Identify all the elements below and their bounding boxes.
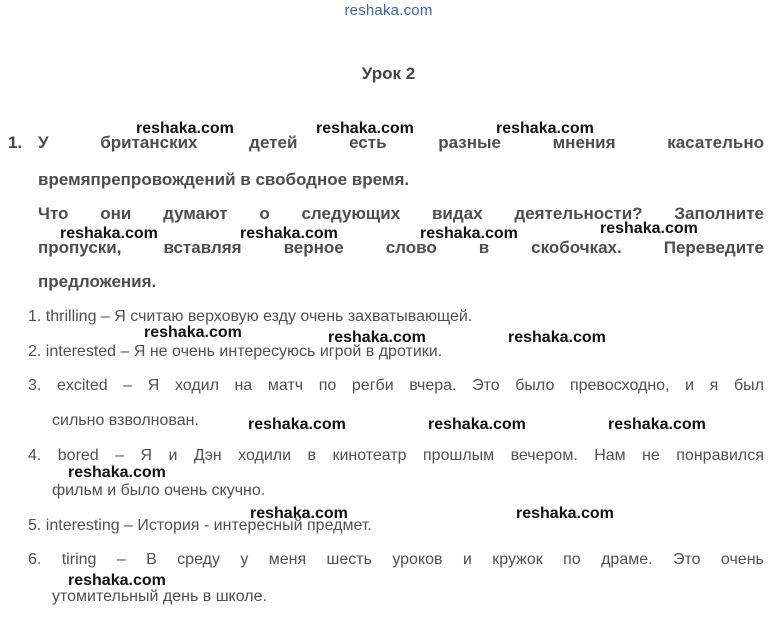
watermark: reshaka.com — [250, 505, 348, 522]
word: – — [123, 377, 133, 394]
word: и — [168, 447, 178, 464]
word: слово — [385, 238, 437, 257]
answer-4-line-1 — [28, 447, 764, 465]
word: В — [146, 551, 157, 568]
word: о — [259, 204, 270, 223]
answer-2: 2. interested – Я не очень интересуюсь игрой в дротики. — [28, 343, 443, 360]
word: – — [116, 551, 126, 568]
word: Это — [472, 377, 500, 394]
word: очень — [720, 551, 764, 568]
word: по — [563, 551, 581, 568]
watermark: reshaka.com — [496, 120, 594, 137]
watermark: reshaka.com — [136, 120, 234, 137]
word: и — [685, 377, 695, 394]
word: прошлым — [423, 447, 495, 464]
watermark: reshaka.com — [68, 464, 166, 481]
word: думают — [163, 204, 228, 223]
watermark: reshaka.com — [516, 505, 614, 522]
word: Это — [672, 551, 701, 568]
word: по — [318, 377, 337, 394]
word: понравился — [676, 447, 764, 464]
word: драме. — [601, 551, 653, 568]
answer-3-line-2: сильно взволнован. — [52, 412, 199, 429]
word: среду — [177, 551, 220, 568]
word: разные — [438, 133, 501, 152]
watermark: reshaka.com — [508, 329, 606, 346]
word: Я — [147, 377, 160, 394]
word: меня — [268, 551, 307, 568]
answer-3-line-1 — [28, 377, 764, 395]
watermark: reshaka.com — [600, 220, 698, 237]
word: был — [733, 377, 764, 394]
word: не — [642, 447, 660, 464]
watermark: reshaka.com — [608, 416, 706, 433]
word: вчера. — [409, 377, 457, 394]
word: Переведите — [663, 238, 764, 257]
word: пропуски, — [38, 238, 122, 257]
word: скобочках. — [531, 238, 622, 257]
word: 6. — [28, 551, 42, 568]
word: Заполните — [674, 204, 764, 223]
word: детей — [249, 133, 298, 152]
watermark: reshaka.com — [428, 416, 526, 433]
word: верное — [283, 238, 344, 257]
word: они — [100, 204, 132, 223]
word: Что — [38, 204, 69, 223]
task-line-2: времяпрепровождений в свободное время. — [38, 170, 410, 189]
watermark: reshaka.com — [240, 225, 338, 242]
word: Дэн — [193, 447, 222, 464]
word: Нам — [594, 447, 626, 464]
word: у — [240, 551, 249, 568]
word: 4. — [28, 447, 42, 464]
word: деятельности? — [514, 204, 643, 223]
watermark: reshaka.com — [68, 572, 166, 589]
word: матч — [267, 377, 304, 394]
word: Я — [140, 447, 153, 464]
answer-1: 1. thrilling – Я считаю верховую езду очень захватывающей. — [28, 308, 473, 325]
word: кружок — [492, 551, 543, 568]
word: tiring — [61, 551, 97, 568]
word: bored — [57, 447, 99, 464]
answer-6-line-2: утомительный день в школе. — [52, 588, 267, 605]
watermark: reshaka.com — [60, 225, 158, 242]
site-watermark-top: reshaka.com — [344, 2, 433, 19]
answer-6-line-1 — [28, 551, 764, 569]
word: и — [462, 551, 472, 568]
word: я — [709, 377, 719, 394]
word: превосходно, — [569, 377, 670, 394]
word: британских — [100, 133, 198, 152]
word: в — [478, 238, 490, 257]
word: ходил — [174, 377, 219, 394]
word: – — [115, 447, 125, 464]
word: вечером. — [510, 447, 578, 464]
word: регби — [351, 377, 394, 394]
word: У — [38, 133, 49, 152]
word: на — [234, 377, 253, 394]
word: в — [307, 447, 316, 464]
watermark: reshaka.com — [144, 324, 242, 341]
word: 3. — [28, 377, 42, 394]
answer-4-line-2: фильм и было очень скучно. — [52, 482, 266, 499]
word: мнения — [552, 133, 616, 152]
word: кинотеатр — [332, 447, 407, 464]
word: excited — [56, 377, 108, 394]
task-line-5: предложения. — [38, 272, 157, 291]
word: следующих — [301, 204, 401, 223]
word: ходили — [238, 447, 292, 464]
word: касательно — [667, 133, 764, 152]
word: видах — [431, 204, 483, 223]
answer-5: 5. interesting – История - интересный предмет. — [28, 517, 372, 534]
watermark: reshaka.com — [248, 416, 346, 433]
watermark: reshaka.com — [328, 329, 426, 346]
task-number: 1. — [8, 133, 23, 152]
word: вставляя — [163, 238, 242, 257]
word: шесть — [326, 551, 372, 568]
watermark: reshaka.com — [316, 120, 414, 137]
lesson-title: Урок 2 — [361, 64, 416, 83]
word: есть — [349, 133, 387, 152]
watermark: reshaka.com — [420, 225, 518, 242]
word: было — [515, 377, 555, 394]
word: уроков — [392, 551, 443, 568]
